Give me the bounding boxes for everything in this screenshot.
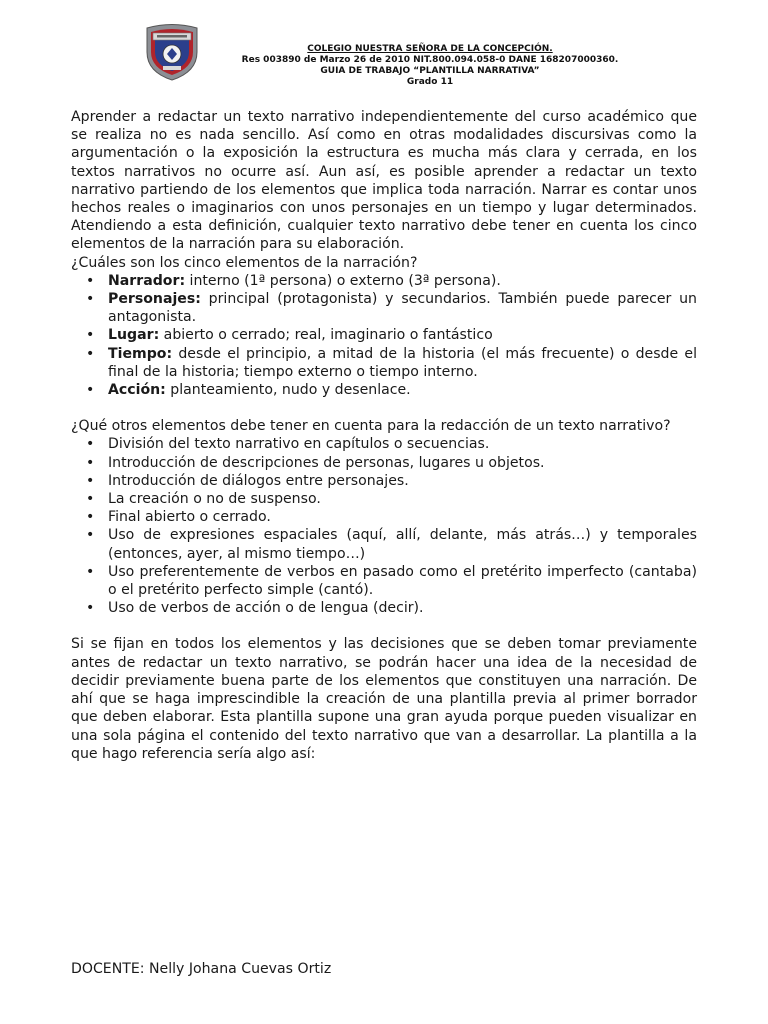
resolution-line: Res 003890 de Marzo 26 de 2010 NIT.800.094.058-0 DANE 168207000360. xyxy=(241,55,619,65)
element-desc: abierto o cerrado; real, imaginario o fantástico xyxy=(159,327,493,344)
guide-title: GUIA DE TRABAJO “PLANTILLA NARRATIVA” xyxy=(320,66,540,76)
bullet-icon: • xyxy=(86,436,95,453)
element-desc: interno (1ª persona) o externo (3ª persona). xyxy=(185,272,501,289)
list-item xyxy=(71,326,697,344)
bullet-icon: • xyxy=(86,563,95,580)
list-item xyxy=(71,435,697,453)
element-desc: desde el principio, a mitad de la historia (el más frecuente) o desde el final de la historia; tiempo externo o tiempo interno. xyxy=(108,345,697,380)
question-other-elements: ¿Qué otros elementos debe tener en cuenta para la redacción de un texto narrativo? xyxy=(71,418,671,435)
question-five-elements: ¿Cuáles son los cinco elementos de la narración? xyxy=(71,254,418,271)
bullet-icon: • xyxy=(86,491,95,508)
list-item xyxy=(71,526,697,562)
bullet-icon: • xyxy=(86,509,95,526)
intro-paragraph: Aprender a redactar un texto narrativo independientemente del curso académico que se realiza no es nada sencillo. Así como en otras modalidades discursivas como la argumentación o la exposición la estructura es mucha más clara y cerrada, en los textos narrativos no ocurre así. Aun así, es posible aprender a redactar un texto narrativo partiendo de los elementos que implica toda narración. Narrar es contar unos hechos reales o imaginarios con unos personajes en un tiempo y lugar determinados. Atendiendo a esta definición, cualquier texto narrativo debe tener en cuenta los cinco elementos de la narración para su elaboración. xyxy=(71,109,697,253)
bullet-icon: • xyxy=(86,527,95,544)
list-item xyxy=(71,508,697,526)
element-term: Narrador: xyxy=(108,272,186,289)
list-item xyxy=(71,599,697,617)
bullet-icon: • xyxy=(86,272,95,289)
item-text: Uso de verbos de acción o de lengua (decir). xyxy=(108,600,424,617)
list-item xyxy=(71,272,697,290)
spacer xyxy=(71,617,697,635)
spacer xyxy=(71,399,697,417)
teacher-signature-line: DOCENTE: Nelly Johana Cuevas Ortiz xyxy=(71,961,332,977)
grade-label: Grado 11 xyxy=(406,77,454,87)
list-item xyxy=(71,472,697,490)
bullet-icon: • xyxy=(86,600,95,617)
list-item xyxy=(71,563,697,599)
element-desc: principal (protagonista) y secundarios. También puede parecer un antagonista. xyxy=(108,291,697,326)
list-item xyxy=(71,345,697,381)
bullet-icon: • xyxy=(86,382,95,399)
element-desc: planteamiento, nudo y desenlace. xyxy=(165,382,411,399)
bullet-icon: • xyxy=(86,327,95,344)
five-elements-list xyxy=(71,272,697,399)
item-text: Uso de expresiones espaciales (aquí, allí, delante, más atrás…) y temporales (entonces, ayer, al mismo tiempo…) xyxy=(108,527,697,562)
item-text: División del texto narrativo en capítulos o secuencias. xyxy=(108,436,490,453)
closing-paragraph: Si se fijan en todos los elementos y las decisiones que se deben tomar previamente antes de redactar un texto narrativo, se podrán hacer una idea de la necesidad de decidir previamente buena parte de los elementos que constituyen una narración. De ahí que se haga imprescindible la creación de una plantilla previa al primer borrador que deben elaborar. Esta plantilla supone una gran ayuda porque pueden visualizar en una sola página el contenido del texto narrativo que van a desarrollar. La plantilla a la que hago referencia sería algo así: xyxy=(71,636,697,762)
element-term: Tiempo: xyxy=(108,345,173,362)
list-item xyxy=(71,454,697,472)
item-text: Final abierto o cerrado. xyxy=(108,509,271,526)
bullet-icon: • xyxy=(86,472,95,489)
list-item xyxy=(71,490,697,508)
bullet-icon: • xyxy=(86,454,95,471)
list-item xyxy=(71,290,697,326)
bullet-icon: • xyxy=(86,345,95,362)
item-text: La creación o no de suspenso. xyxy=(108,491,321,508)
item-text: Introducción de descripciones de personas, lugares u objetos. xyxy=(108,454,545,471)
element-term: Lugar: xyxy=(108,327,160,344)
school-name: COLEGIO NUESTRA SEÑORA DE LA CONCEPCIÓN. xyxy=(307,44,553,54)
bullet-icon: • xyxy=(86,291,95,308)
document-header xyxy=(150,44,710,88)
item-text: Introducción de diálogos entre personajes. xyxy=(108,472,409,489)
other-elements-list xyxy=(71,435,697,617)
element-term: Acción: xyxy=(108,382,166,399)
element-term: Personajes: xyxy=(108,291,201,308)
list-item xyxy=(71,381,697,399)
document-body xyxy=(71,108,697,763)
item-text: Uso preferentemente de verbos en pasado como el pretérito imperfecto (cantaba) o el pretérito perfecto simple (cantó). xyxy=(108,563,697,599)
